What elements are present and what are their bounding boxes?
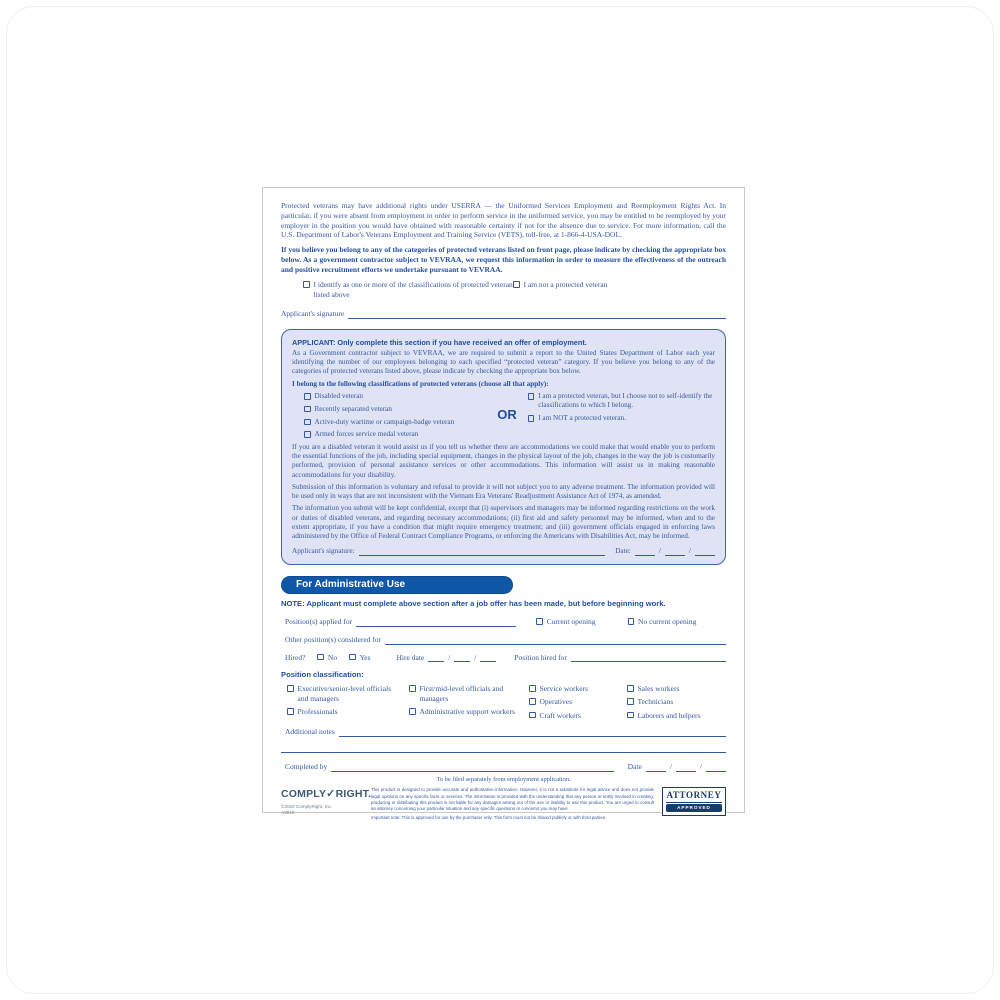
classification-column-2 (409, 684, 529, 720)
position-hired-label: Position hired for (514, 652, 567, 662)
complyright-logo-block (281, 787, 372, 816)
armed-forces-medal-label: Armed forces service medal veteran (314, 430, 419, 439)
positions-applied-row (285, 617, 726, 627)
sales-workers-label: Sales workers (637, 684, 680, 694)
hire-date-label: Hire date (396, 652, 425, 662)
hire-date-year-line[interactable] (480, 653, 496, 662)
intro-checkbox-row (303, 280, 726, 300)
logo-right-text: RIGHT. (335, 788, 372, 801)
professionals-option[interactable] (287, 707, 403, 717)
current-opening-label: Current opening (546, 617, 596, 626)
choose-not-self-identify-checkbox[interactable] (528, 393, 535, 400)
left-options-column (304, 392, 486, 440)
technicians-option[interactable] (627, 697, 728, 707)
accommodations-paragraph: If you are a disabled veteran it would assist us if you tell us whether there are accommodations we could make that would enable you to perform the essential functions of the job, including special equipment, changes in the physical layout of the job, changes in the way the job is customarily performed, provision of personal assistance services or other accommodations. This information will assist us in making reasonable accommodations for your disability. (292, 442, 715, 479)
hired-no-option[interactable] (317, 653, 337, 663)
completed-date-year-line[interactable] (706, 763, 726, 772)
box-date-label: Date: (615, 546, 631, 555)
recently-separated-option[interactable] (304, 405, 486, 414)
identify-label: I identify as one or more of the classifications of protected veteran listed above (313, 280, 513, 299)
confidential-paragraph: The information you submit will be kept confidential, except that (i) supervisors and managers may be informed regarding restrictions on the work or duties of disabled veterans, and regarding necessary accommodations; (ii) first aid and safety personnel may be informed, when and to the extent appropriate, if you have a condition that might require emergency treatment; and (iii) government officials engaged in enforcing laws administered by the Office of Federal Contract Compliance Programs, or enforcing the Americans with Disabilities Act, may be informed. (292, 504, 715, 541)
disabled-veteran-option[interactable] (304, 392, 486, 401)
choose-not-self-identify-option[interactable] (528, 392, 715, 411)
service-workers-option[interactable] (529, 684, 621, 694)
disabled-veteran-checkbox[interactable] (304, 393, 311, 400)
no-current-opening-option[interactable] (628, 617, 697, 627)
not-a-protected-veteran-option[interactable] (528, 414, 715, 423)
other-positions-label: Other position(s) considered for (285, 634, 382, 644)
box-signature-label: Applicant's signature: (292, 546, 355, 555)
not-a-protected-veteran-label: I am NOT a protected veteran. (538, 414, 626, 423)
approved-text: APPROVED (666, 804, 722, 812)
additional-notes-label: Additional notes (285, 727, 335, 737)
craft-workers-checkbox[interactable] (529, 712, 536, 719)
copyright-line (281, 804, 363, 817)
important-note-text: Important note: This is approved for use by the purchaser only. This form must not be shared publicly or with third parties. (371, 814, 607, 820)
admin-support-option[interactable] (409, 707, 523, 717)
first-mid-level-label: First/mid-level officials and managers (419, 684, 504, 703)
applicant-signature-row (281, 309, 726, 319)
armed-forces-medal-checkbox[interactable] (304, 431, 311, 438)
admin-support-label: Administrative support workers (419, 707, 515, 717)
current-opening-option[interactable] (536, 617, 595, 627)
first-mid-level-checkbox[interactable] (409, 685, 416, 692)
classification-grid (287, 684, 726, 720)
date-month-line[interactable] (635, 547, 655, 556)
laborers-option[interactable] (627, 711, 728, 721)
hired-yes-checkbox[interactable] (349, 654, 356, 661)
completed-by-label: Completed by (285, 762, 328, 772)
current-opening-checkbox[interactable] (536, 618, 543, 625)
executive-option[interactable] (287, 684, 403, 704)
technicians-checkbox[interactable] (627, 698, 634, 705)
sales-workers-checkbox[interactable] (627, 685, 634, 692)
filed-separately-note: To be filed separately from employment application. (436, 775, 571, 783)
copyright-text: ©2020 ComplyRight, Inc. (281, 803, 333, 809)
executive-checkbox[interactable] (287, 685, 294, 692)
hired-no-checkbox[interactable] (317, 654, 324, 661)
not-protected-option[interactable] (513, 280, 607, 300)
operatives-checkbox[interactable] (529, 698, 536, 705)
not-protected-checkbox[interactable] (513, 281, 520, 288)
disabled-veteran-label: Disabled veteran (314, 392, 363, 401)
attorney-text: ATTORNEY (666, 790, 722, 803)
completed-by-row (285, 762, 726, 772)
classification-column-4 (627, 684, 734, 720)
date-year-line[interactable] (695, 547, 715, 556)
or-label: OR (497, 407, 517, 423)
no-current-opening-checkbox[interactable] (628, 618, 635, 625)
craft-workers-option[interactable] (529, 711, 621, 721)
userra-paragraph: Protected veterans may have additional rights under USERRA — the Uniformed Services Employment and Reemployment Rights Act. In particular, if you were absent from employment in order to perform service in the uniformed service, you may be entitled to be reemployed by your employer in the position you would have obtained with reasonable certainty if not for the absence due to service. For more information, call the U.S. Department of Labor's Veterans Employment and Training Service (VETS), toll-free, at 1-866-4-USA-DOL. (281, 201, 726, 240)
completed-date-month-line[interactable] (646, 763, 666, 772)
hired-yes-label: Yes (359, 652, 371, 662)
technicians-label: Technicians (637, 697, 674, 707)
box-signature-line[interactable] (359, 547, 606, 556)
believe-paragraph: If you believe you belong to any of the categories of protected veterans listed on front page, please indicate by checking the appropriate box below. As a government contractor subject to VEVRAA, we request this information in order to measure the effectiveness of the outreach and positive recruitment efforts we undertake pursuant to VEVRAA. (281, 245, 726, 274)
belong-classifications-label: I belong to the following classifications of protected veterans (choose all that apply): (292, 379, 549, 388)
recently-separated-label: Recently separated veteran (314, 404, 392, 413)
hired-no-label: No (327, 652, 338, 662)
completed-date-slash: / (699, 762, 702, 772)
complyright-logo (281, 787, 372, 802)
admin-support-checkbox[interactable] (409, 708, 416, 715)
recently-separated-checkbox[interactable] (304, 406, 311, 413)
additional-notes-row (285, 727, 726, 737)
voluntary-paragraph: Submission of this information is voluntary and refusal to provide it will not subject you to any adverse treatment. The information provided will be used only in ways that are not inconsistent with the Vietnam Era Veterans' Readjustment Assistance Act of 1974, as amended. (292, 482, 715, 501)
active-duty-label: Active-duty wartime or campaign-badge veteran (314, 417, 455, 426)
executive-label: Executive/senior-level officials and managers (297, 684, 392, 703)
administrative-use-bar: For Administrative Use (281, 576, 513, 594)
date-slash: / (658, 546, 661, 556)
logo-comply-text: COMPLY (281, 788, 327, 801)
legal-disclaimer (371, 787, 654, 821)
other-positions-line[interactable] (385, 636, 726, 645)
hired-label: Hired? (285, 652, 306, 662)
completed-by-line[interactable] (331, 763, 613, 772)
no-current-opening-label: No current opening (638, 617, 697, 626)
completed-date-label: Date (627, 762, 642, 772)
other-positions-row (285, 635, 726, 645)
applicant-signature-label: Applicant's signature (281, 308, 345, 318)
disclaimer-text: This product is designed to provide accurate and authoritative information. However, it is not a substitute for legal advice and does not provide legal opinions on any specific facts or services. The information is provided with the understanding that any person or entity involved in creating, producing or distributing this product is not liable for any damages arising out of the use or inability to use this product. You are urged to consult an attorney concerning your particular situation and any specific questions or concerns you may have. (371, 787, 654, 812)
additional-notes-line[interactable] (339, 728, 726, 737)
positions-applied-line[interactable] (356, 618, 516, 627)
laborers-label: Laborers and helpers (637, 710, 701, 720)
completed-date-slash: / (669, 762, 672, 772)
armed-forces-medal-option[interactable] (304, 430, 486, 439)
operatives-option[interactable] (529, 697, 621, 707)
identify-checkbox[interactable] (303, 281, 310, 288)
position-classification-title: Position classification: (281, 670, 364, 680)
positions-applied-label: Position(s) applied for (285, 617, 353, 626)
date-slash: / (688, 546, 691, 556)
logo-check-icon: ✓ (326, 788, 336, 801)
right-options-column (528, 392, 715, 440)
not-a-protected-veteran-checkbox[interactable] (528, 415, 535, 422)
hired-yes-option[interactable] (349, 653, 370, 663)
hire-date-day-line[interactable] (454, 653, 470, 662)
admin-note: NOTE: Applicant must complete above section after a job offer has been made, but before beginning work. (281, 599, 666, 609)
identify-option[interactable] (303, 280, 513, 300)
first-mid-level-option[interactable] (409, 684, 523, 704)
active-duty-option[interactable] (304, 418, 486, 427)
hire-date-slash: / (448, 652, 451, 662)
classification-column-3 (529, 684, 627, 720)
classification-options (304, 392, 715, 440)
position-hired-line[interactable] (571, 653, 726, 662)
craft-workers-label: Craft workers (539, 710, 581, 720)
veterans-form-page (262, 187, 745, 820)
professionals-label: Professionals (297, 707, 338, 717)
applicant-offer-section (281, 329, 726, 566)
applicant-signature-line[interactable] (348, 310, 726, 319)
date-day-line[interactable] (665, 547, 685, 556)
completed-date-day-line[interactable] (676, 763, 696, 772)
active-duty-checkbox[interactable] (304, 419, 311, 426)
laborers-checkbox[interactable] (627, 712, 634, 719)
form-footer (281, 787, 726, 821)
applicant-section-header: APPLICANT: Only complete this section if you have received an offer of employment. (292, 337, 587, 347)
classification-column-1 (287, 684, 409, 720)
vevraa-report-paragraph: As a Government contractor subject to VEVRAA, we are required to submit a report to the United States Department of Labor each year identifying the number of our employees belonging to each specified “protected veteran” category. If you believe you belong to any of the categories of protected veterans listed above, please indicate by checking the appropriate box below. (292, 348, 715, 376)
operatives-label: Operatives (539, 697, 572, 707)
service-workers-checkbox[interactable] (529, 685, 536, 692)
product-code: A0919 (281, 810, 295, 816)
service-workers-label: Service workers (539, 684, 589, 694)
additional-notes-line-2[interactable] (281, 752, 726, 753)
attorney-approved-badge (662, 787, 726, 816)
hire-date-month-line[interactable] (428, 653, 444, 662)
not-protected-label: I am not a protected veteran (523, 280, 608, 290)
choose-not-self-identify-label: I am a protected veteran, but I choose not to self-identify the classifications to which I belong. (538, 392, 713, 410)
professionals-checkbox[interactable] (287, 708, 294, 715)
box-signature-row (292, 546, 715, 556)
sales-workers-option[interactable] (627, 684, 728, 694)
hired-row (285, 653, 726, 663)
hire-date-slash: / (474, 652, 477, 662)
